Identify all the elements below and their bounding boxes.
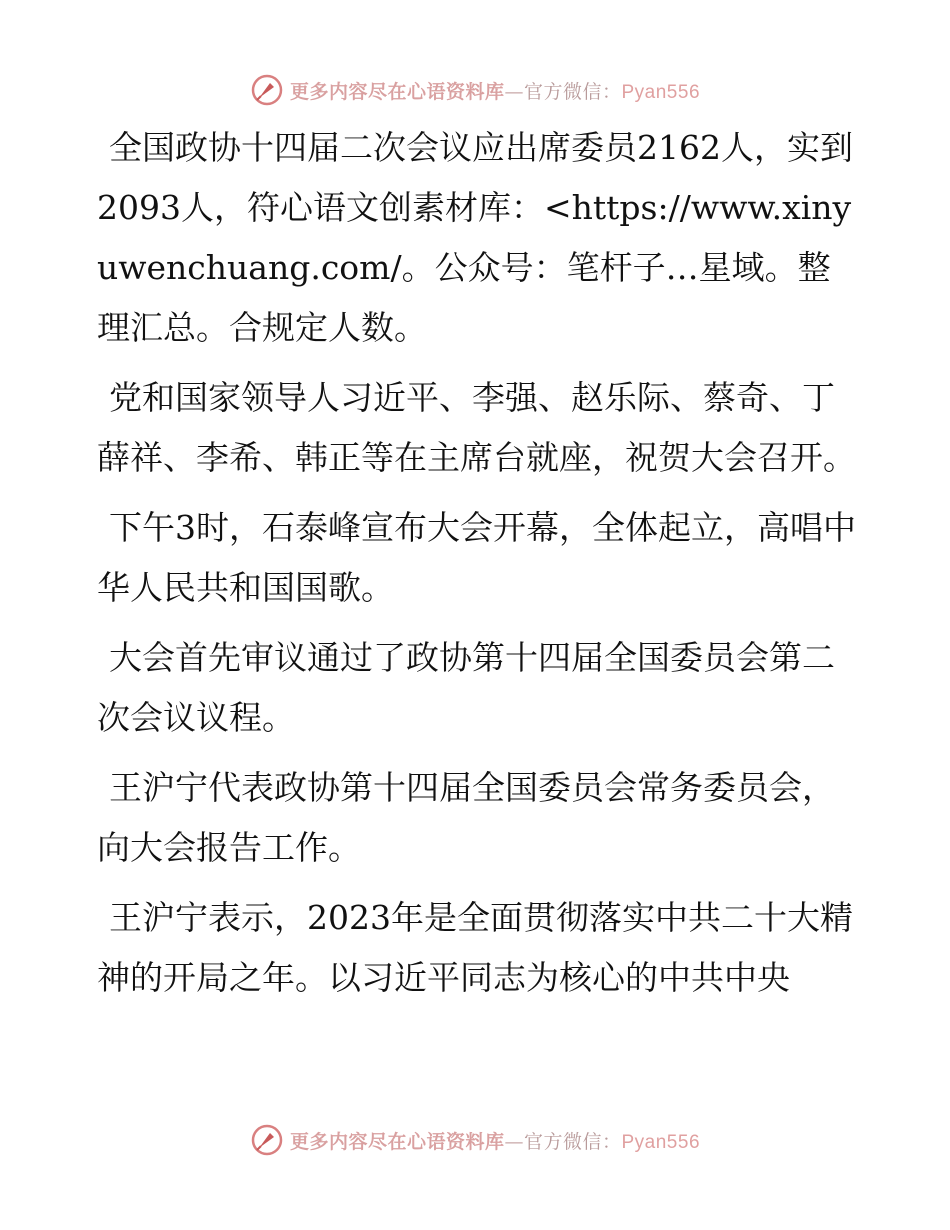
watermark-wechat-id: Pyan556 <box>621 1131 701 1153</box>
paragraph-opening: 下午3时，石泰峰宣布大会开幕，全体起立，高唱中华人民共和国国歌。 <box>97 508 856 607</box>
watermark-footer <box>0 1120 950 1160</box>
pen-nib-logo-icon <box>250 1123 284 1157</box>
watermark-text <box>290 1127 700 1154</box>
watermark-dash: — <box>504 80 524 103</box>
pen-nib-logo-icon <box>250 73 284 107</box>
watermark-main-text: 更多内容尽在心语资料库 <box>289 80 505 103</box>
paragraph-agenda: 大会首先审议通过了政协第十四届全国委员会第二次会议议程。 <box>97 638 835 737</box>
watermark-label: 官方微信： <box>523 80 622 103</box>
watermark-header <box>0 70 950 110</box>
watermark-wechat-id: Pyan556 <box>621 81 701 103</box>
watermark-dash: — <box>504 1130 524 1153</box>
watermark-text <box>290 77 700 104</box>
watermark-label: 官方微信： <box>523 1130 622 1153</box>
paragraph-report: 王沪宁代表政协第十四届全国委员会常务委员会，向大会报告工作。 <box>97 768 835 867</box>
document-body <box>97 118 857 1018</box>
watermark-main-text: 更多内容尽在心语资料库 <box>289 1130 505 1153</box>
paragraph-statement: 王沪宁表示，2023年是全面贯彻落实中共二十大精神的开局之年。以习近平同志为核心的中共中央 <box>97 898 853 997</box>
paragraph-attendance: 全国政协十四届二次会议应出席委员2162人，实到2093人，符心语文创素材库：<https://www.xinyuwenchuang.com/。公众号：笔杆子…星域。整理汇总。合规定人数。 <box>97 128 853 347</box>
paragraph-leaders: 党和国家领导人习近平、李强、赵乐际、蔡奇、丁薛祥、李希、韩正等在主席台就座，祝贺大会召开。 <box>97 378 856 477</box>
